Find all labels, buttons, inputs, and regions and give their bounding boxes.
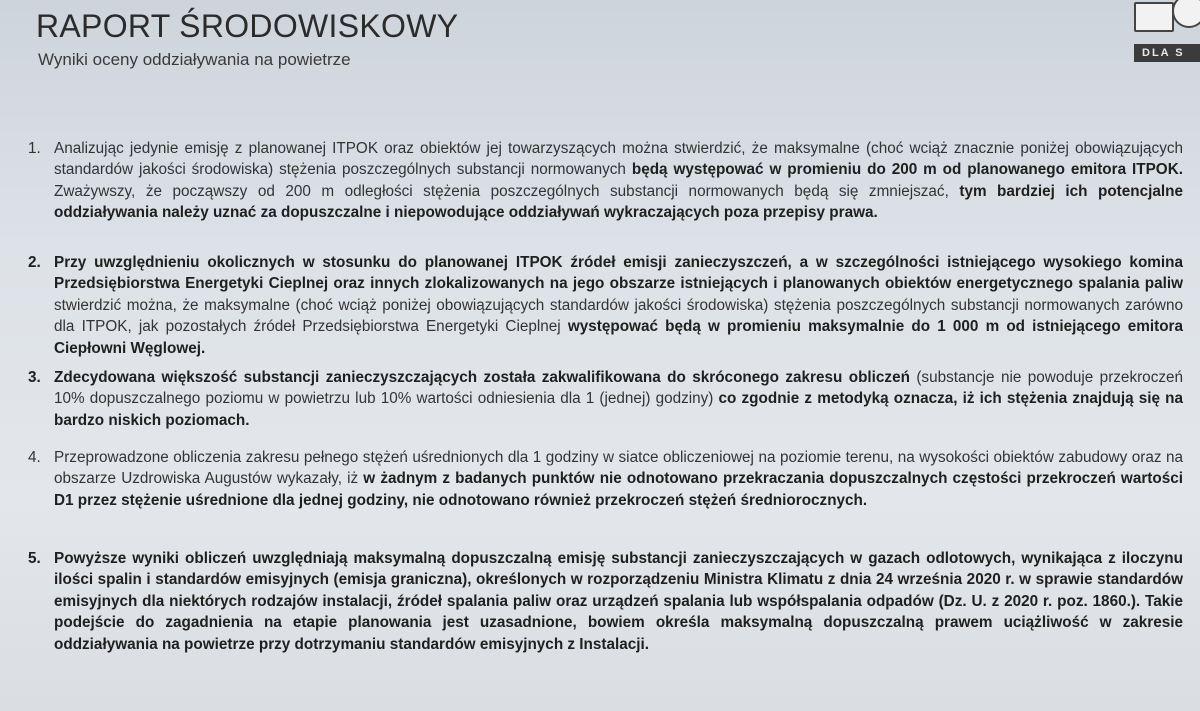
- finding-text-bold: co zgodnie z metodyką oznacza, iż ich stężenia znajdują się na bardzo niskich poziomach.: [54, 390, 1183, 429]
- finding-text-bold: tym bardziej ich potencjalne oddziaływania należy uznać za dopuszczalne i niepowodujące oddziaływań wykraczających poza przepisy prawa.: [54, 182, 1183, 222]
- finding-number: 5.: [28, 550, 41, 567]
- finding-text-bold: Zdecydowana większość substancji zanieczyszczających została zakwalifikowana do skróconego zakresu obliczeń: [54, 369, 910, 386]
- finding-text: [54, 252, 1183, 359]
- finding-text-bold: występować będą w promieniu maksymalnie do 1 000 m od istniejącego emitora Ciepłowni Węglowej.: [54, 318, 1184, 357]
- finding-number: 4.: [28, 449, 41, 466]
- finding-text-regular: Przeprowadzone obliczenia zakresu pełnego stężeń uśrednionych dla 1 godziny w siatce obliczeniowej na poziomie terenu, na wysokości obiektów zabudowy oraz na obszarze Uzdrowiska Augustów wykazały, iż: [54, 449, 1183, 488]
- finding-text-bold: Powyższe wyniki obliczeń uwzględniają maksymalną dopuszczalną emisję substancji zanieczyszczających w gazach odlotowych, wynikająca z iloczynu ilości spalin i standardów emisyjnych (emisja graniczna), określonych w rozporządzeniu Ministra Klimatu z dnia 24 września 2020 r. w sprawie standardów emisyjnych dla niektórych rodzajów instalacji, źródeł spalania paliw oraz urządzeń spalania lub współspalania odpadów (Dz. U. z 2020 r. poz. 1860.). Takie podejście do zagadnienia na etapie planowania jest uzasadnione, bowiem określa maksymalną dopuszczalną prawem uciążliwość w zakresie oddziaływania na powietrze przy dotrzymaniu standardów emisyjnych z Instalacji.: [54, 550, 1183, 653]
- logo: [1128, 0, 1200, 68]
- finding-item: [28, 447, 1183, 511]
- finding-text-bold: będą występować w promieniu do 200 m od planowanego emitora ITPOK.: [631, 161, 1184, 179]
- finding-text-regular: Analizując jedynie emisję z planowanej ITPOK oraz obiektów jej towarzyszących można stwierdzić, że maksymalne (choć wciąż znacznie poniżej obowiązujących standardów jakości środowiska) stężenia poszczególnych substancji normowanych: [54, 140, 1183, 179]
- page-title: RAPORT ŚRODOWISKOWY: [36, 8, 459, 44]
- finding-text: [54, 367, 1183, 431]
- finding-text: [54, 447, 1183, 511]
- finding-item: [28, 138, 1183, 224]
- finding-text-regular: Zważywszy, że począwszy od 200 m odległości stężenia poszczególnych substancji normowanych będą się zmniejszać,: [54, 182, 960, 200]
- finding-item: [28, 367, 1183, 431]
- finding-text: [54, 548, 1183, 655]
- finding-item: [28, 252, 1183, 359]
- finding-text-regular: stwierdzić można, że maksymalne (choć wciąż poniżej obowiązujących standardów jakości środowiska) stężenia poszczególnych substancji normowanych zarówno dla ITPOK, jak pozostałych źródeł Przedsiębiorstwa Energetyki Cieplnej: [54, 296, 1183, 336]
- logo-label: DLA S: [1134, 44, 1200, 62]
- finding-item: [28, 548, 1183, 655]
- finding-text-bold: w żadnym z badanych punktów nie odnotowano przekraczania dopuszczalnych częstości przekroczeń wartości D1 przez stężenie uśrednione dla jednej godziny, nie odnotowano również przekroczeń stężeń średniorocznych.: [54, 470, 1183, 509]
- finding-text-bold: Przy uwzględnieniu okolicznych w stosunku do planowanej ITPOK źródeł emisji zanieczyszczeń, a w szczególności istniejącego wysokiego komina Przedsiębiorstwa Energetyki Cieplnej oraz innych zlokalizowanych na jego obszarze istniejących i planowanych obiektów energetycznego spalania paliw: [54, 254, 1183, 293]
- logo-circle-icon: [1172, 0, 1200, 28]
- logo-box-icon: [1134, 2, 1174, 32]
- finding-text-regular: (substancje nie powoduje przekroczeń 10% dopuszczalnego poziomu w powietrzu lub 10% wartości odniesienia dla 1 (jednej) godziny): [54, 369, 1183, 408]
- finding-text: [54, 138, 1183, 224]
- finding-number: 2.: [28, 254, 41, 271]
- page-subtitle: Wyniki oceny oddziaływania na powietrze: [38, 50, 351, 69]
- finding-number: 3.: [28, 369, 41, 386]
- finding-number: 1.: [28, 140, 41, 157]
